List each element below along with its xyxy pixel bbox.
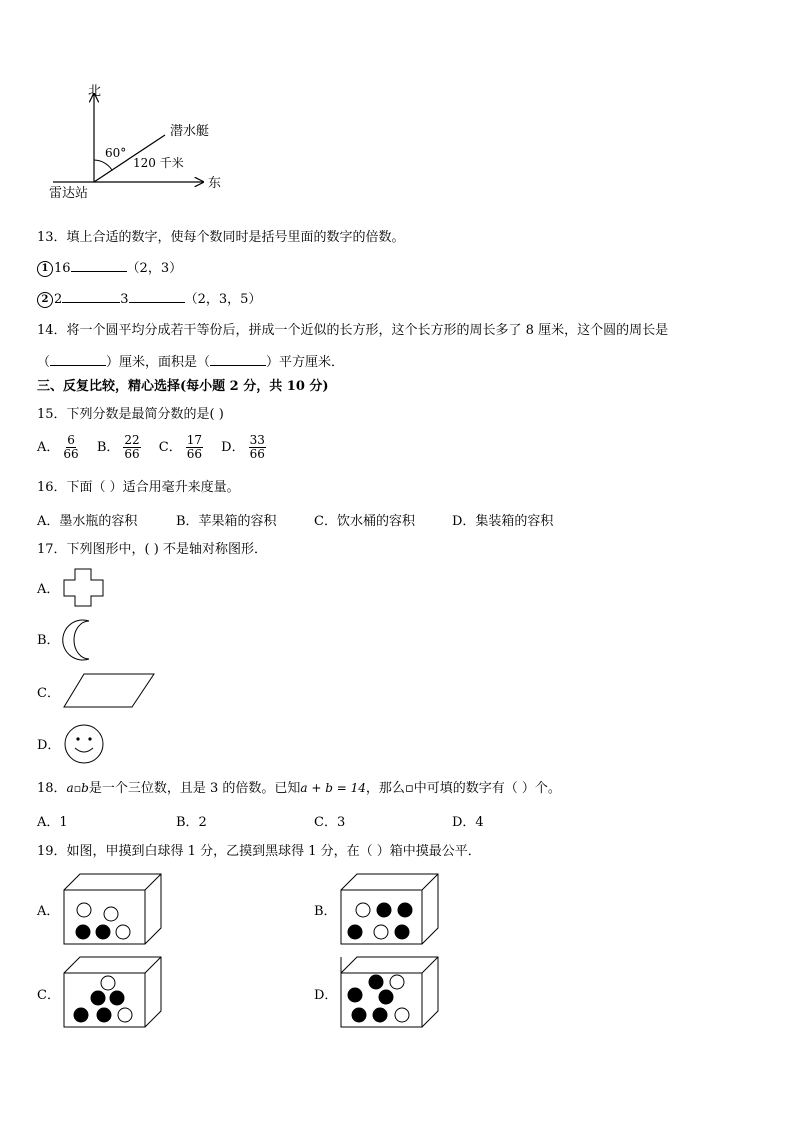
q17-label-d[interactable]: D． <box>37 738 61 753</box>
q18-stem <box>37 779 561 798</box>
q15-option-d[interactable]: D． $\frac{33}{66}$ <box>221 433 265 461</box>
q14-open-paren: （ <box>37 355 51 370</box>
angle-label: 60° <box>105 146 127 160</box>
q14-area-text: ）厘米，面积是（ <box>106 355 211 370</box>
q18-box: ▫ <box>73 782 82 795</box>
q19-label-c[interactable]: C． <box>37 988 60 1003</box>
q14-area-blank[interactable] <box>210 353 266 366</box>
q13-item1-paren: （2，3） <box>126 261 183 276</box>
q18-var-b: b <box>81 781 89 795</box>
q13-item2 <box>37 290 261 309</box>
q15-option-b[interactable]: B． $\frac{22}{66}$ <box>96 433 140 461</box>
q17-label-c[interactable]: C． <box>37 686 60 701</box>
q15-stem: 15．下列分数是最简分数的是( ) <box>37 407 224 422</box>
submarine-label: 潜水艇 <box>170 124 210 139</box>
q14-circumference-blank[interactable] <box>50 353 106 366</box>
q18-number: 18． <box>37 781 67 796</box>
east-label: 东 <box>208 176 222 191</box>
q13-item2-prefix: 2 <box>54 292 63 307</box>
q18-text1: 是一个三位数，且是 3 的倍数。已知 <box>88 781 301 796</box>
q13-item2-paren: （2，3，5） <box>184 292 262 307</box>
q18-text2: ，那么▫中可填的数字有（ ）个。 <box>365 781 561 796</box>
cross-shape-icon <box>62 567 106 609</box>
q13-item1-blank[interactable] <box>71 259 127 272</box>
q16-option-a[interactable]: A．墨水瓶的容积 <box>37 514 138 529</box>
q19-stem: 19．如图，甲摸到白球得 1 分，乙摸到黑球得 1 分，在（ ）箱中摸最公平． <box>37 844 481 859</box>
q15-option-c[interactable]: C． $\frac{17}{66}$ <box>158 433 203 461</box>
q16-stem: 16．下面（ ）适合用毫升来度量。 <box>37 480 240 495</box>
q13-item1-number: 1 <box>37 261 53 277</box>
q17-stem: 17．下列图形中，( ) 不是轴对称图形． <box>37 542 267 557</box>
q17-label-b[interactable]: B． <box>37 633 60 648</box>
q19-label-d[interactable]: D． <box>314 988 338 1003</box>
q18-option-c[interactable]: C．3 <box>314 815 346 830</box>
box-d <box>339 955 441 1029</box>
q13-item2-mid: 3 <box>120 292 129 307</box>
q13-item2-blank2[interactable] <box>129 290 185 303</box>
q16-option-d[interactable]: D．集装箱的容积 <box>452 514 554 529</box>
q14-end-text: ）平方厘米． <box>266 355 345 370</box>
north-label: 北 <box>88 84 102 99</box>
q14-line2 <box>37 353 344 372</box>
q18-option-d[interactable]: D．4 <box>452 815 484 830</box>
q14-line1: 14．将一个圆平均分成若干等份后，拼成一个近似的长方形，这个长方形的周长多了 8 厘米，这个圆的周长是 <box>37 323 669 338</box>
q19-label-a[interactable]: A． <box>37 904 60 919</box>
q16-option-b[interactable]: B．苹果箱的容积 <box>176 514 277 529</box>
q19-label-b[interactable]: B． <box>314 904 337 919</box>
distance-label: 120 千米 <box>133 156 184 170</box>
q13-item1 <box>37 259 182 278</box>
q13-item1-prefix: 16 <box>54 261 71 276</box>
q18-var-a: a <box>66 781 74 795</box>
q18-equation: a + b = 14 <box>300 781 366 795</box>
q18-option-b[interactable]: B．2 <box>176 815 207 830</box>
smiley-face-icon <box>63 723 105 765</box>
q18-option-a[interactable]: A．1 <box>37 815 68 830</box>
angle-arc <box>94 160 112 170</box>
box-b <box>339 872 441 946</box>
q15-option-a[interactable]: A． $\frac{6}{66}$ <box>37 433 79 461</box>
box-a <box>62 872 164 946</box>
crescent-moon-icon <box>62 619 94 661</box>
q13-item2-number: 2 <box>37 292 53 308</box>
parallelogram-icon <box>62 672 156 710</box>
section3-title: 三、反复比较，精心选择(每小题 2 分，共 10 分) <box>37 379 329 394</box>
box-c <box>62 955 164 1029</box>
q16-option-c[interactable]: C．饮水桶的容积 <box>314 514 415 529</box>
q13-stem: 13．填上合适的数字，使每个数同时是括号里面的数字的倍数。 <box>37 230 405 245</box>
q13-item2-blank1[interactable] <box>62 290 120 303</box>
q17-label-a[interactable]: A． <box>37 582 60 597</box>
station-label: 雷达站 <box>49 186 89 201</box>
q15-options <box>37 434 270 461</box>
direction-diagram <box>45 80 235 205</box>
